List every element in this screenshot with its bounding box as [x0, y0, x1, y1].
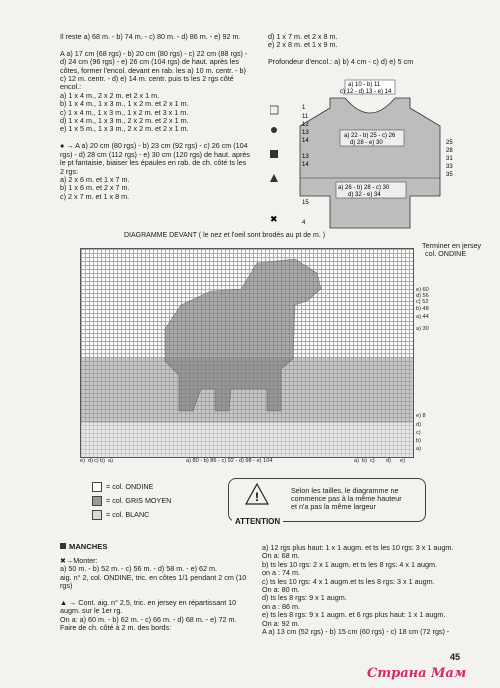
schem-right-numbers [446, 140, 453, 178]
bullet-icon [271, 127, 277, 133]
legend-item-blanc: = col. BLANC [92, 510, 171, 520]
svg-text:12: 12 [302, 122, 309, 128]
svg-text:33: 33 [446, 164, 453, 170]
svg-text:1: 1 [302, 105, 306, 111]
right-bottom-line: on a : 86 m. [262, 601, 300, 611]
diagram-note-1: Terminer en jersey [422, 241, 482, 250]
neck-instructions [268, 33, 478, 67]
band-light [81, 423, 413, 457]
square-light-icon [92, 510, 102, 520]
svg-text:13: 13 [302, 130, 309, 136]
svg-text:35: 35 [446, 172, 453, 178]
manches-line: augm. sur le 1er rg. [60, 606, 123, 616]
left-top-line: e) 1 x 5 m., 1 x 3 m., 2 x 2 m. et 2 x 1 m. [60, 124, 189, 134]
knitting-chart-grid [80, 248, 414, 458]
right-bottom-line: d) ts les 8 rgs: 9 x 1 augm. [262, 593, 347, 603]
manches-line: aig. n° 2, col. ONDINE, tric. en côtes 1/1 pendant 2 cm (10 [60, 572, 247, 582]
left-top-line: b) 1 x 6 m. et 2 x 7 m. [60, 183, 130, 193]
triangle-icon [270, 174, 278, 182]
symbol-square-filled-icon [270, 150, 278, 158]
left-top-line: d) 24 cm (96 rgs) - e) 26 cm (104 rgs) de haut. après les [60, 57, 239, 67]
schem-mid-label-1: a) 22 - b) 25 - c) 26 [344, 133, 396, 139]
chart-motif [81, 249, 413, 457]
svg-text:!: ! [255, 490, 259, 504]
front-instructions [60, 33, 270, 201]
left-top-line: d) 1 x 4 m., 1 x 3 m., 2 x 2 m. et 2 x 1 m. [60, 116, 189, 126]
manches-line: rgs) [60, 581, 73, 591]
right-bottom-line: e) ts les 8 rgs: 9 x 1 augm. et 6 rgs plus haut: 1 x 1 augm. [262, 610, 446, 620]
right-bottom-line: on a : 74 m. [262, 568, 300, 578]
schematic-symbols [270, 106, 278, 224]
color-legend [92, 482, 171, 520]
schem-bottom-label-2: d) 32 - e) 34 [348, 192, 381, 198]
symbol-square-open-icon [270, 106, 278, 114]
svg-text:4: 4 [302, 220, 306, 226]
schem-bottom-label-1: a) 26 - b) 28 - c) 30 [338, 185, 390, 191]
attention-box [228, 478, 426, 522]
svg-text:28: 28 [446, 148, 453, 154]
left-top-line: a) 2 x 6 m. et 1 x 7 m. [60, 174, 130, 184]
right-bottom-line: b) ts les 10 rgs: 2 x 1 augm. et ts les 8 rgs: 4 x 1 augm. [262, 559, 437, 569]
section-marker-icon [60, 543, 66, 549]
svg-text:15: 15 [302, 200, 309, 206]
right-top-line: Profondeur d'encol.: a) b) 4 cm - c) d) e) 5 cm [268, 57, 414, 67]
left-top-line: encol.: [60, 82, 82, 92]
svg-text:13: 13 [302, 154, 309, 160]
attention-label: ATTENTION [232, 517, 283, 526]
attention-line-3: et n'a pas la même largeur [291, 502, 376, 511]
left-top-line: a) 1 x 4 m., 2 x 2 m. et 2 x 1 m. [60, 90, 160, 100]
schematic-shape [300, 98, 440, 228]
right-bottom-line: On a: 68 m. [262, 551, 300, 561]
left-top-line: c) 1 x 4 m., 1 x 3 m., 1 x 2 m. et 3 x 1 m. [60, 107, 189, 117]
svg-text:14: 14 [302, 138, 309, 144]
legend-item-ondine: = col. ONDINE [92, 482, 171, 492]
page-number: 45 [450, 652, 461, 662]
manches-title: MANCHES [60, 542, 246, 551]
left-top-line: côtes, former l'encol. devant en rab. les a) 10 m. centr. - b) [60, 65, 246, 75]
front-schematic [270, 78, 470, 238]
schem-top-label-2: c) 12 - d) 13 - e) 14 [340, 89, 392, 95]
diagram-note-2: col. ONDINE [425, 249, 467, 258]
manches-line: ▲ → Cont. aig. n° 2,5, tric. en jersey en répartissant 10 [60, 598, 237, 608]
manches-line: a) 50 m. - b) 52 m. - c) 56 m. - d) 58 m. - e) 62 m. [60, 564, 217, 574]
right-bottom-line: On a: 92 m. [262, 618, 300, 628]
svg-text:31: 31 [446, 156, 453, 162]
left-top-line: Il reste a) 68 m. - b) 74 m. - c) 80 m. - d) 86 m. - e) 92 m. [60, 32, 241, 41]
right-bottom-line: A a) 13 cm (52 rgs) - b) 15 cm (60 rgs) - c) 18 cm (72 rgs) - [262, 627, 450, 637]
right-top-line: d) 1 x 7 m. et 2 x 8 m. [268, 32, 338, 41]
manches-section [60, 542, 246, 633]
right-bottom-line: c) ts les 10 rgs: 4 x 1 augm.et ts les 8 rgs: 3 x 1 augm. [262, 576, 435, 586]
cross-icon: ✖ [270, 214, 278, 224]
svg-text:11: 11 [302, 114, 309, 120]
schem-left-numbers [302, 105, 309, 226]
schem-top-label-1: a) 10 - b) 11 [348, 82, 381, 88]
square-white-icon [92, 482, 102, 492]
attention-line-2: commence pas à la même hauteur [291, 494, 402, 503]
manches-line: ✖→Monter: [60, 556, 98, 565]
left-top-line: A a) 17 cm (68 rgs) - b) 20 cm (80 rgs) - c) 22 cm (88 rgs) - [60, 48, 248, 58]
right-bottom-line: a) 12 rgs plus haut: 1 x 1 augm. et ts les 10 rgs: 3 x 1 augm. [262, 543, 454, 552]
diagram-title: DIAGRAMME DEVANT ( le nez et l'oeil sont brodés au pt de m. ) [124, 232, 326, 239]
left-top-line: b) 1 x 4 m., 1 x 3 m., 1 x 2 m. et 2 x 1 m. [60, 99, 189, 109]
left-top-line: ● → A a) 20 cm (80 rgs) - b) 23 cm (92 rgs) - c) 26 cm (104 [60, 141, 248, 151]
square-grey-icon [92, 496, 102, 506]
right-top-line: e) 2 x 8 m. et 1 x 9 m. [268, 40, 338, 50]
sleeve-increase-instructions [262, 544, 453, 636]
left-top-line: c) 2 x 7 m. et 1 x 8 m. [60, 191, 130, 201]
left-top-line: le pt fantaisie, biaiser les épaules en rab. de ch. côté ts les [60, 158, 247, 168]
svg-text:14: 14 [302, 162, 309, 168]
site-watermark: Страна Мам [367, 666, 467, 681]
left-top-line: c) 12 m. centr. - d) e) 14 m. centr. puis ts les 2 rgs côté [60, 74, 234, 84]
attention-line-1: Selon les tailles, le diagramme ne [291, 486, 399, 495]
schem-mid-label-2: d) 28 - e) 30 [350, 140, 383, 146]
left-top-line: 2 rgs: [60, 166, 78, 176]
warning-icon [245, 483, 269, 505]
svg-text:25: 25 [446, 140, 453, 146]
manches-line: Faire de ch. côté à 2 m. des bords: [60, 623, 172, 633]
manches-line: On a: a) 60 m. - b) 62 m. - c) 66 m. - d) 68 m. - e) 72 m. [60, 614, 237, 624]
legend-item-gris: = col. GRIS MOYEN [92, 496, 171, 506]
right-bottom-line: On a: 80 m. [262, 585, 300, 595]
left-top-line: rgs) - d) 28 cm (112 rgs) - e) 30 cm (120 rgs) de haut. après [60, 149, 251, 159]
